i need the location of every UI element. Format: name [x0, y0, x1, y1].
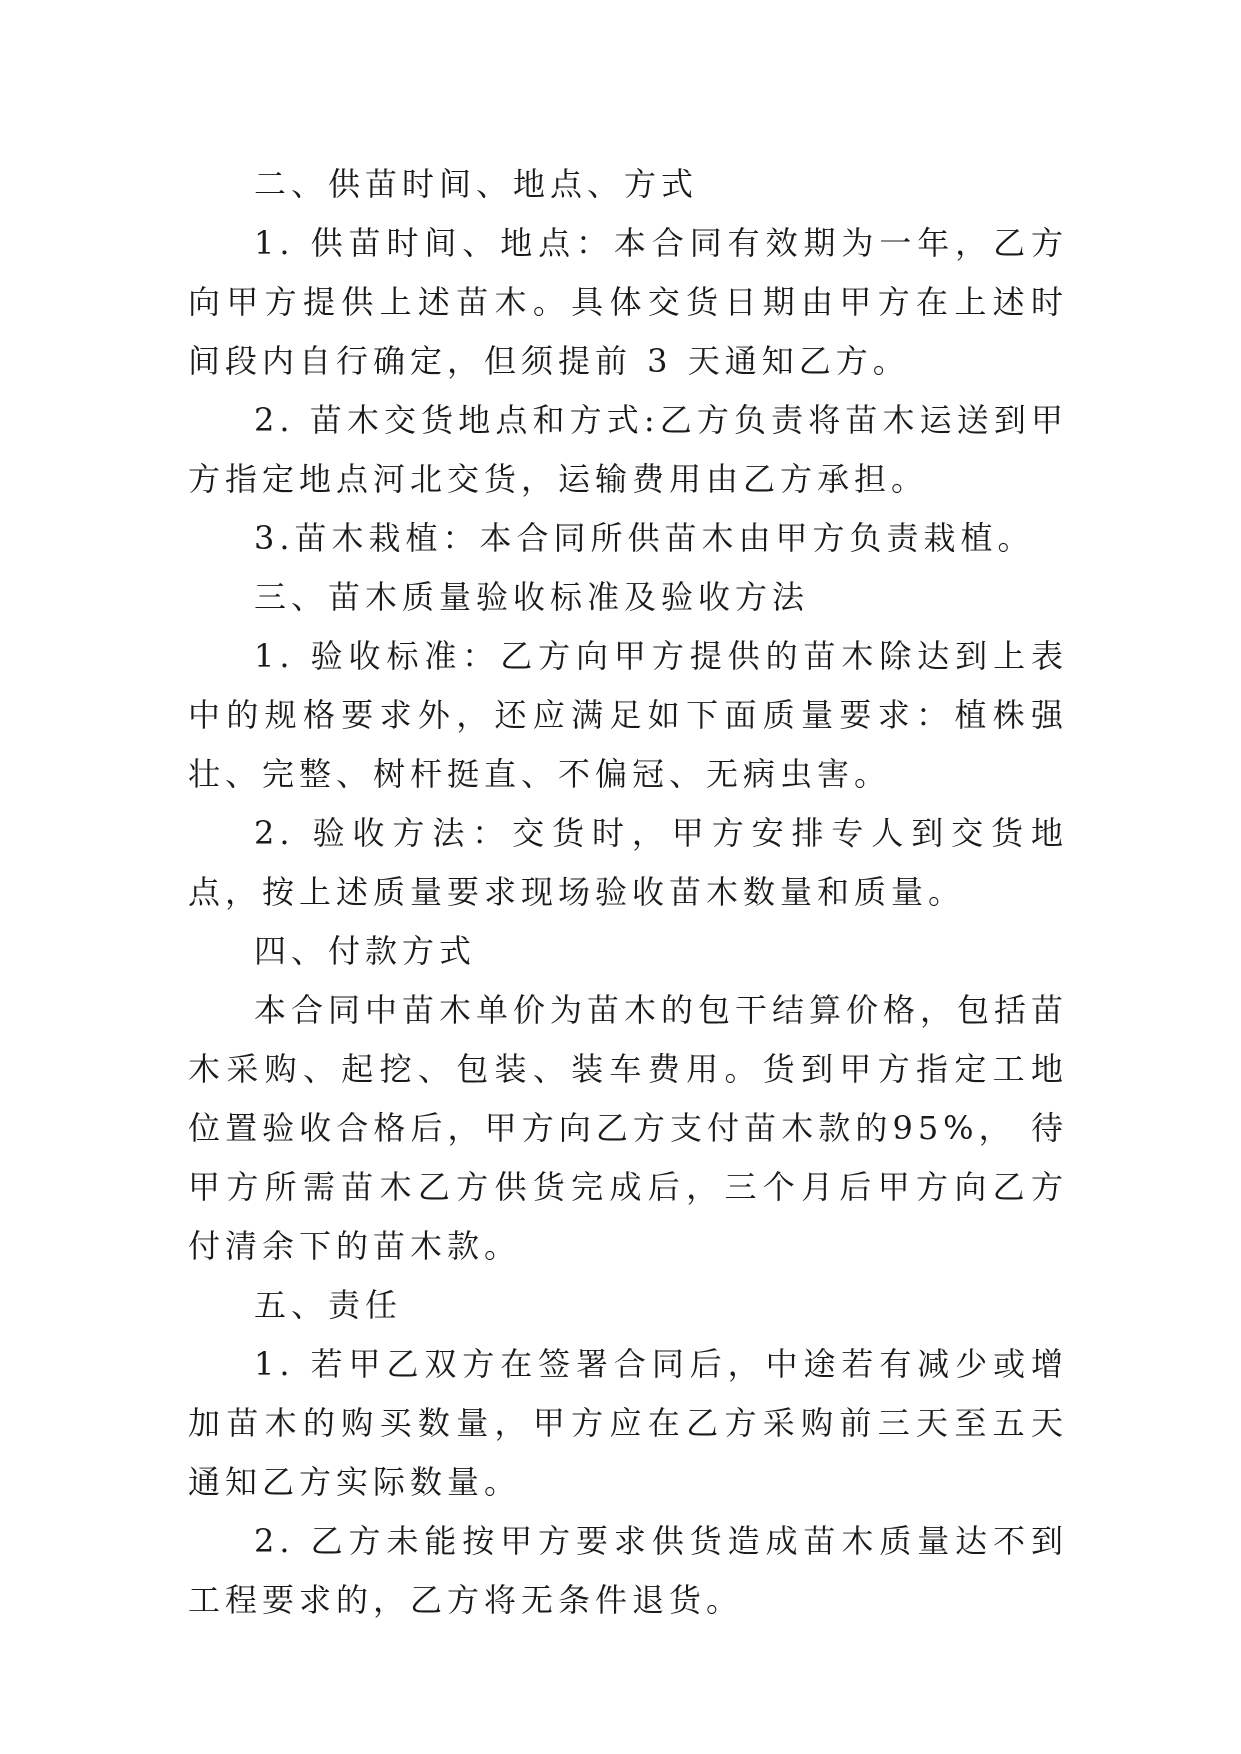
clause-quantity-change: 1. 若甲乙双方在签署合同后，中途若有减少或增加苗木的购买数量，甲方应在乙方采购前三天至五天通知乙方实际数量。	[188, 1345, 1068, 1501]
section-heading-quality: 三、苗木质量验收标准及验收方法	[254, 578, 810, 616]
section-heading-supply-time: 二、供苗时间、地点、方式	[254, 165, 699, 203]
clause-return-policy: 2. 乙方未能按甲方要求供货造成苗木质量达不到工程要求的，乙方将无条件退货。	[188, 1522, 1068, 1619]
clause-payment-terms: 本合同中苗木单价为苗木的包干结算价格，包括苗木采购、起挖、包装、装车费用。货到甲方指定工地位置验收合格后，甲方向乙方支付苗木款的95%， 待甲方所需苗木乙方供货完成后，三个月后甲方向乙方付清余下的苗木款。	[188, 991, 1069, 1265]
section-heading-liability: 五、责任	[254, 1286, 403, 1324]
clause-planting: 3.苗木栽植：本合同所供苗木由甲方负责栽植。	[254, 519, 1035, 557]
document-body	[188, 155, 1068, 1630]
clause-acceptance-standard: 1. 验收标准：乙方向甲方提供的苗木除达到上表中的规格要求外，还应满足如下面质量要求：植株强壮、完整、树杆挺直、不偏冠、无病虫害。	[188, 637, 1068, 793]
clause-acceptance-method: 2. 验收方法：交货时，甲方安排专人到交货地点，按上述质量要求现场验收苗木数量和质量。	[188, 814, 1068, 911]
clause-delivery-method: 2. 苗木交货地点和方式:乙方负责将苗木运送到甲方指定地点河北交货，运输费用由乙方承担。	[188, 401, 1068, 498]
section-heading-payment: 四、付款方式	[254, 932, 477, 970]
clause-supply-time-location: 1. 供苗时间、地点：本合同有效期为一年，乙方向甲方提供上述苗木。具体交货日期由甲方在上述时间段内自行确定，但须提前 3 天通知乙方。	[188, 224, 1068, 380]
